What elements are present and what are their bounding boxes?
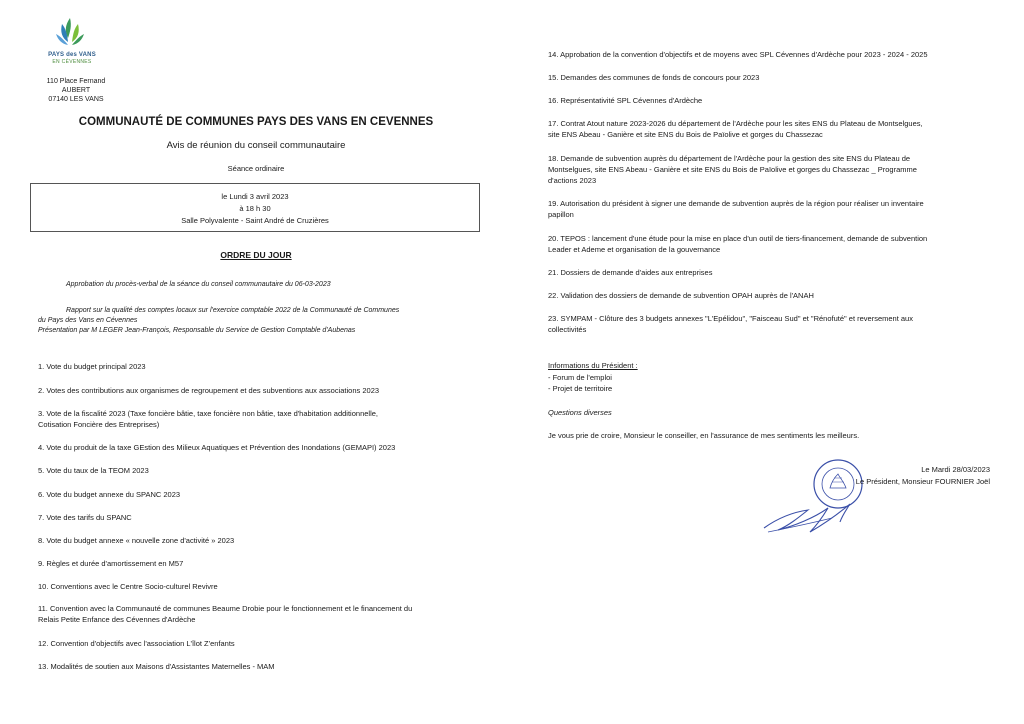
- intro-text: Rapport sur la qualité des comptes locaux sur l'exercice comptable 2022 de la Communauté de Communes: [66, 307, 400, 314]
- intro-report: [38, 306, 482, 336]
- logo-line-1: PAYS des VANS: [48, 52, 96, 58]
- agenda-item: 13. Modalités de soutien aux Maisons d'Assistantes Maternelles - MAM: [38, 662, 275, 671]
- agenda-item: 2. Votes des contributions aux organismes de regroupement et des subventions aux associations 2023: [38, 386, 380, 395]
- address-block: [32, 77, 120, 104]
- signature-icon: [758, 488, 868, 538]
- agenda-item: 14. Approbation de la convention d'objectifs et de moyens avec SPL Cévennes d'Ardèche pour 2023 - 2024 - 2025: [548, 50, 928, 59]
- intro-text: Présentation par M LEGER Jean-François, Responsable du Service de Gestion Comptable d'Aubenas: [38, 327, 356, 334]
- address-line: 110 Place Fernand AUBERT: [46, 78, 106, 94]
- agenda-item: 3. Vote de la fiscalité 2023 (Taxe foncière bâtie, taxe foncière non bâtie, taxe d'habitation additionnelle,: [38, 409, 378, 418]
- agenda-item: Leader et Ademe et organisation de la gouvernance: [548, 245, 721, 254]
- president-info-item: - Forum de l'emploi: [548, 373, 612, 382]
- president-info-item: - Projet de territoire: [548, 384, 613, 393]
- agenda-item: 12. Convention d'objectifs avec l'association L'îlot Z'enfants: [38, 639, 235, 648]
- meeting-details-box: [30, 183, 480, 232]
- document-title: COMMUNAUTÉ DE COMMUNES PAYS DES VANS EN CEVENNES: [78, 116, 434, 128]
- questions-diverses: Questions diverses: [548, 408, 612, 417]
- address-line: 07140 LES VANS: [48, 96, 104, 103]
- agenda-item: 22. Validation des dossiers de demande de subvention OPAH auprès de l'ANAH: [548, 291, 814, 300]
- agenda-item: 7. Vote des tarifs du SPANC: [38, 513, 132, 522]
- intro-text: du Pays des Vans en Cévennes: [38, 317, 138, 324]
- agenda-item: 20. TEPOS : lancement d'une étude pour la mise en place d'un outil de tiers-financement, demande de subvention: [548, 234, 928, 243]
- agenda-item: Cotisation Foncière des Entreprises): [38, 420, 160, 429]
- agenda-item: 16. Représentativité SPL Cévennes d'Ardèche: [548, 96, 703, 105]
- agenda-title: ORDRE DU JOUR: [220, 250, 292, 260]
- agenda-item: site ENS Abeau - Ganière et site ENS du Bois de Païolive et gorges du Chassezac: [548, 130, 823, 139]
- agenda-item: 4. Vote du produit de la taxe GEstion des Milieux Aquatiques et Prévention des Inondations (GEMAPI) 2023: [38, 443, 396, 452]
- signer-name: Le Président, Monsieur FOURNIER Joël: [855, 477, 990, 486]
- document-subtitle: Avis de réunion du conseil communautaire: [166, 140, 346, 151]
- agenda-item: 15. Demandes des communes de fonds de concours pour 2023: [548, 73, 760, 82]
- agenda-item: Relais Petite Enfance des Cévennes d'Ardèche: [38, 615, 196, 624]
- meeting-place: Salle Polyvalente - Saint André de Cruzières: [181, 216, 329, 225]
- agenda-item: 8. Vote du budget annexe « nouvelle zone d'activité » 2023: [38, 536, 235, 545]
- agenda-item: 11. Convention avec la Communauté de communes Beaume Drobie pour le fonctionnement et le financement du: [38, 604, 413, 613]
- agenda-item: 9. Règles et durée d'amortissement en M57: [38, 559, 184, 568]
- agenda-item: 1. Vote du budget principal 2023: [38, 362, 146, 371]
- intro-minutes: [38, 280, 482, 290]
- closing-sentence: Je vous prie de croire, Monsieur le conseiller, en l'assurance de mes sentiments les meilleurs.: [548, 431, 860, 440]
- agenda-item: 10. Conventions avec le Centre Socio-culturel Revivre: [38, 582, 218, 591]
- meeting-date: le Lundi 3 avril 2023: [221, 192, 289, 201]
- meeting-time: à 18 h 30: [239, 204, 271, 213]
- agenda-item: 5. Vote du taux de la TEOM 2023: [38, 466, 149, 475]
- agenda-item: 6. Vote du budget annexe du SPANC 2023: [38, 490, 181, 499]
- agenda-item: d'actions 2023: [548, 176, 597, 185]
- president-info-title: Informations du Président :: [548, 361, 638, 370]
- intro-text: Approbation du procès-verbal de la séance du conseil communautaire du 06-03-2023: [66, 281, 331, 288]
- agenda-item: 21. Dossiers de demande d'aides aux entreprises: [548, 268, 713, 277]
- agenda-item: Montselgues, site ENS Abeau - Ganière et site ENS du Bois de Païolive et gorges du Chassezac _ Programme: [548, 165, 917, 174]
- agenda-item: 18. Demande de subvention auprès du département de l'Ardèche pour la gestion des site ENS du Plateau de: [548, 154, 911, 163]
- agenda-item: collectivités: [548, 325, 587, 334]
- session-type: Séance ordinaire: [227, 164, 285, 173]
- logo-line-2: EN CÉVENNES: [52, 59, 92, 65]
- signature-date: Le Mardi 28/03/2023: [921, 465, 990, 474]
- agenda-item: 17. Contrat Atout nature 2023-2026 du département de l'Ardèche pour les sites ENS du Plateau de Montselgues,: [548, 119, 923, 128]
- agenda-item: 19. Autorisation du président à signer une demande de subvention auprès de la région pour réaliser un inventaire: [548, 199, 924, 208]
- agenda-item: 23. SYMPAM - Clôture des 3 budgets annexes "L'Epélidou", "Faisceau Sud" et "Rénofuté" et reversement aux: [548, 314, 913, 323]
- agenda-item: papillon: [548, 210, 574, 219]
